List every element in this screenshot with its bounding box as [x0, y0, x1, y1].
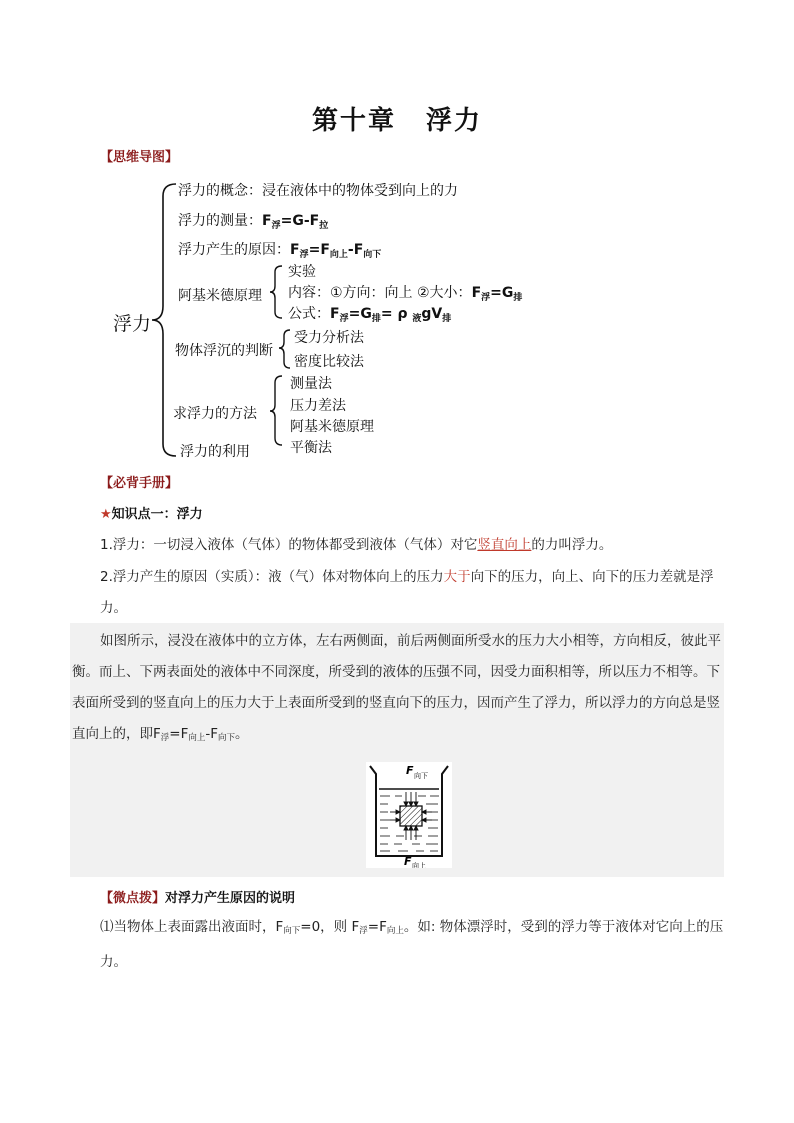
page-title: 第十章 浮力 [311, 106, 483, 136]
methods-brace [270, 376, 282, 445]
mindmap-measure: 浮力的测量：$F_浮=G-F_拉$ [178, 213, 329, 231]
mindmap-root: 浮力 [113, 313, 152, 335]
mindmap-methods: 求浮力的方法 [173, 406, 257, 422]
buoyancy-figure [366, 762, 452, 868]
arch-content: 内容：①方向：向上 ②大小：$F_浮=G_排$ [288, 285, 523, 303]
sink-brace [279, 330, 290, 368]
mindmap-braces [0, 0, 794, 470]
mindmap-concept: 浮力的概念：浸在液体中的物体受到向上的力 [178, 183, 458, 199]
method-item-1: 测量法 [290, 376, 332, 392]
figure-bottom-label: F [404, 855, 412, 868]
mindmap-application: 浮力的利用 [180, 444, 250, 460]
method-item-4: 平衡法 [290, 440, 332, 456]
figure-bottom-sub: 向上 [412, 862, 426, 868]
arch-formula: 公式：$F_浮=G_排= \rho$ $_液gV_排$ [288, 306, 452, 324]
tip-heading: 【微点拨】对浮力产生原因的说明 [100, 891, 296, 906]
mindmap-archimedes: 阿基米德原理 [178, 288, 262, 304]
mindmap-header: 【思维导图】 [100, 150, 179, 165]
figure-top-label: F [406, 764, 414, 777]
paragraph-2: 2.浮力产生的原因（实质）：液（气）体对物体向上的压力大于向下的压力，向上、向下的压力差就是浮力。 [100, 569, 714, 616]
sink-item-1: 受力分析法 [294, 330, 364, 346]
archimedes-brace [270, 266, 282, 318]
figure-top-sub: 向下 [414, 772, 428, 780]
knowledge-point-1: ★知识点一：浮力 [100, 507, 203, 522]
tip-item-1: ⑴当物体上表面露出液面时，F向下=0，则 F浮=F向上。如: 物体漂浮时，受到的浮力等于液体对它向上的压力。 [100, 919, 724, 970]
method-item-2: 压力差法 [290, 398, 346, 414]
sink-item-2: 密度比较法 [294, 354, 364, 370]
method-item-3: 阿基米德原理 [290, 419, 374, 435]
star-icon: ★ [100, 507, 112, 522]
manual-header: 【必背手册】 [100, 476, 179, 491]
mindmap-sink-float: 物体浮沉的判断 [175, 343, 273, 359]
paragraph-1: 1.浮力：一切浸入液体（气体）的物体都受到液体（气体）对它竖直向上的力叫浮力。 [100, 537, 613, 553]
paragraph-3: 如图所示，浸没在液体中的立方体，左右两侧面，前后两侧面所受水的压力大小相等，方向相反，彼此平衡。而上、下两表面处的液体中不同深度，所受到的液体的压强不同，因受力面积相等，所以压力不相等。下表面所受到的竖直向上的压力大于上表面所受到的竖直向下的压力，因而产生了浮力，所以浮力的方向总是竖直向上的，即F浮=F向上-F向下。 [72, 633, 721, 743]
mindmap-cause: 浮力产生的原因：$F_浮=F_{向上}-F_{向下}$ [178, 242, 382, 260]
arch-experiment: 实验 [288, 264, 316, 280]
